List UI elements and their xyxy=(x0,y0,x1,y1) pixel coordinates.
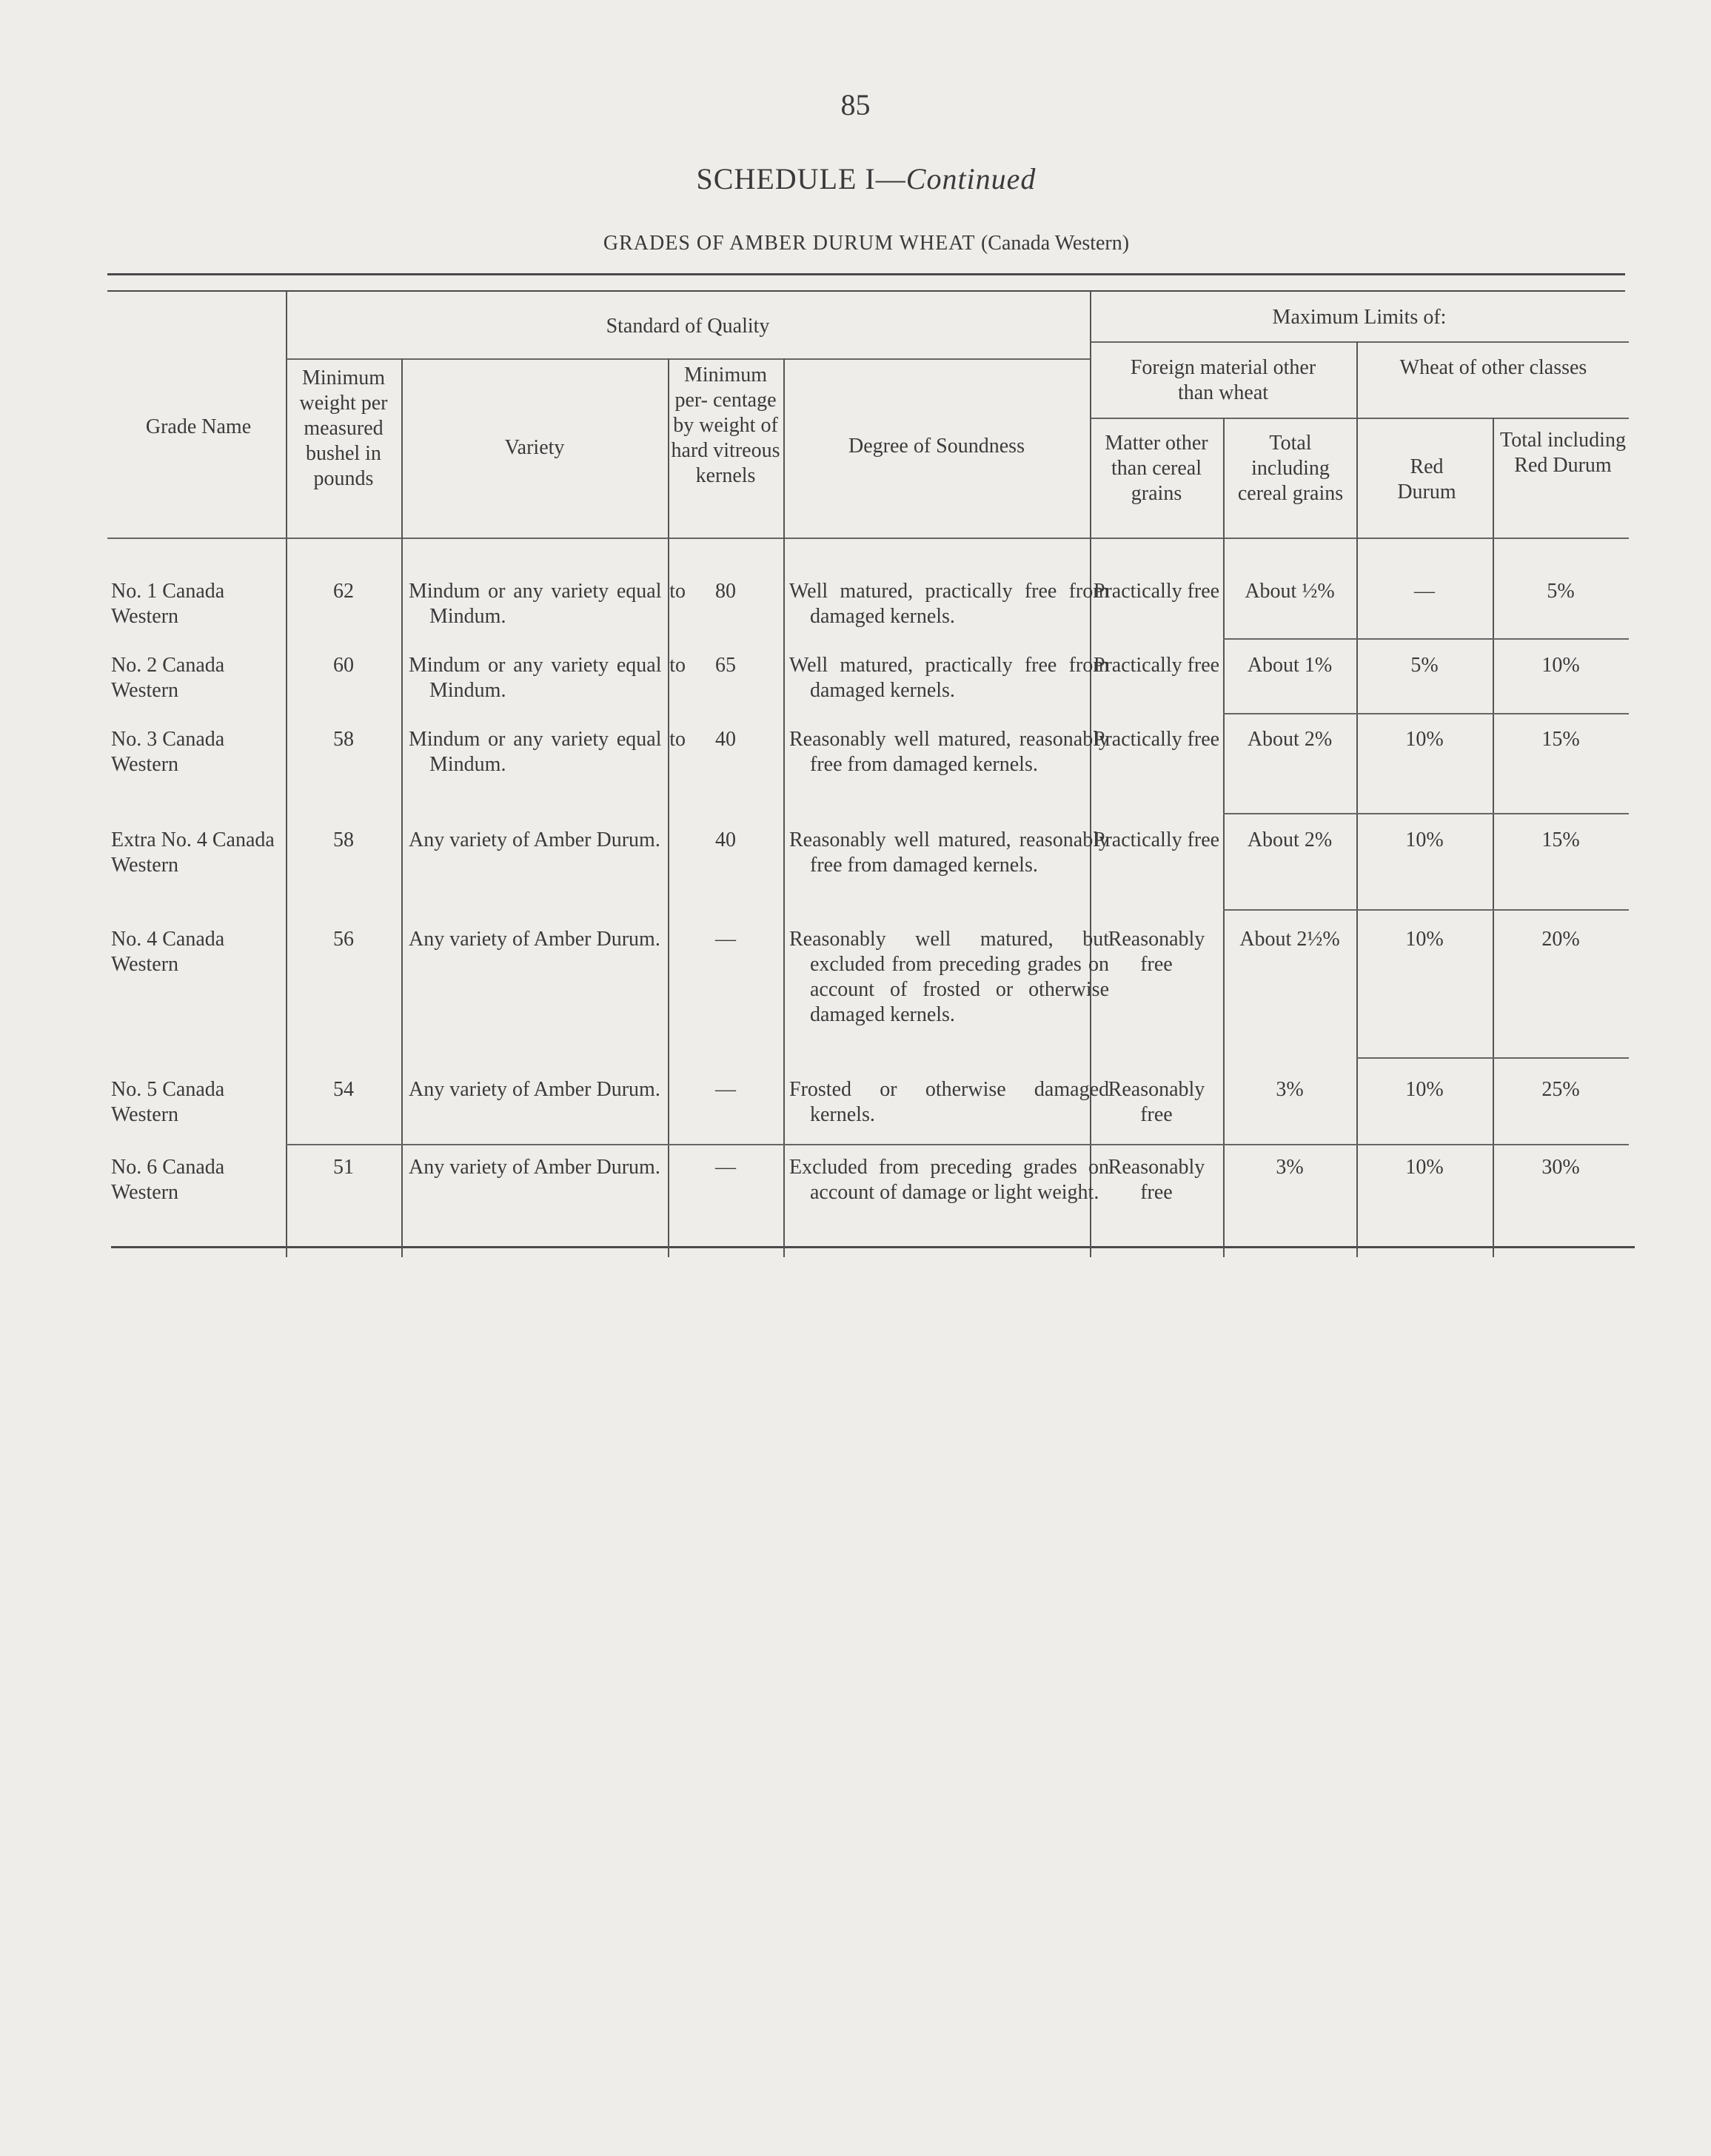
row-total-cereal: About 2% xyxy=(1247,728,1333,751)
header-foreign-material: Foreign material other than wheat xyxy=(1130,356,1316,404)
schedule-title-continued: Continued xyxy=(905,162,1037,195)
header-matter-other: Matter other than cereal grains xyxy=(1105,432,1208,505)
row-min-weight: 58 xyxy=(333,728,354,751)
row-soundness: Reasonably well matured, reasonably free from damaged kernels. xyxy=(789,728,1109,776)
header-red-durum: Red Durum xyxy=(1397,455,1456,503)
row-red-durum: 10% xyxy=(1405,728,1444,751)
row-variety: Any variety of Amber Durum. xyxy=(409,1156,660,1179)
row-variety: Any variety of Amber Durum. xyxy=(409,828,660,851)
row-grade-name: No. 6 Canada Western xyxy=(111,1156,225,1204)
row-soundness: Frosted or otherwise damaged kernels. xyxy=(789,1078,1109,1126)
row-red-durum: 10% xyxy=(1405,928,1444,951)
row-total-red: 5% xyxy=(1547,580,1575,603)
row-matter-other: Reasonably free xyxy=(1108,1078,1205,1126)
header-line-limits xyxy=(1090,341,1629,343)
header-maximum-limits: Maximum Limits of: xyxy=(1272,306,1447,329)
row-line-1 xyxy=(1223,638,1629,640)
header-grade-name: Grade Name xyxy=(145,415,252,438)
row-variety: Mindum or any variety equal to Mindum. xyxy=(409,580,686,628)
header-line-standard xyxy=(286,358,1090,360)
header-wheat-other-classes: Wheat of other classes xyxy=(1399,356,1587,379)
row-total-red: 15% xyxy=(1541,828,1580,851)
row-matter-other: Reasonably free xyxy=(1108,1156,1205,1204)
row-variety: Mindum or any variety equal to Mindum. xyxy=(409,654,686,702)
row-red-durum: — xyxy=(1414,580,1435,603)
row-soundness: Excluded from preceding grades on account of damage or light weight. xyxy=(789,1156,1109,1204)
row-min-weight: 58 xyxy=(333,828,354,851)
table-title-main: GRADES OF AMBER DURUM WHEAT xyxy=(603,232,975,255)
row-min-weight: 60 xyxy=(333,654,354,677)
row-red-durum: 10% xyxy=(1405,828,1444,851)
row-total-red: 10% xyxy=(1541,654,1580,677)
row-grade-name: No. 1 Canada Western xyxy=(111,580,225,628)
header-total-cereal: Total including cereal grains xyxy=(1237,432,1344,505)
row-line-4 xyxy=(1223,909,1629,911)
row-total-red: 30% xyxy=(1541,1156,1580,1179)
row-red-durum: 5% xyxy=(1410,654,1439,677)
row-line-2 xyxy=(1223,713,1629,714)
header-line-bottom xyxy=(107,538,1629,539)
row-grade-name: No. 4 Canada Western xyxy=(111,928,225,976)
top-rule-thin xyxy=(107,290,1625,292)
row-min-vitreous: 40 xyxy=(715,728,736,751)
row-min-vitreous: — xyxy=(715,1156,736,1179)
row-total-red: 15% xyxy=(1541,728,1580,751)
col-divider-variety xyxy=(668,358,669,1257)
header-standard-of-quality: Standard of Quality xyxy=(606,315,770,338)
col-divider-vitreous xyxy=(783,358,785,1257)
row-variety: Mindum or any variety equal to Mindum. xyxy=(409,728,686,776)
row-line-6 xyxy=(286,1144,1629,1145)
row-grade-name: No. 5 Canada Western xyxy=(111,1078,225,1126)
schedule-title-main: SCHEDULE I— xyxy=(696,162,906,195)
row-total-cereal: 3% xyxy=(1276,1156,1304,1179)
col-divider-foreign xyxy=(1356,341,1358,1257)
header-variety: Variety xyxy=(504,436,565,459)
row-min-weight: 51 xyxy=(333,1156,354,1179)
schedule-title xyxy=(0,161,1711,196)
row-min-vitreous: — xyxy=(715,928,736,951)
row-total-cereal: About 1% xyxy=(1247,654,1333,677)
header-line-subgroups xyxy=(1090,418,1629,419)
row-min-weight: 62 xyxy=(333,580,354,603)
row-total-cereal: About 2½% xyxy=(1239,928,1340,951)
page-number: 85 xyxy=(840,88,871,121)
row-total-red: 20% xyxy=(1541,928,1580,951)
row-matter-other: Reasonably free xyxy=(1108,928,1205,976)
row-min-vitreous: 65 xyxy=(715,654,736,677)
header-min-vitreous: Minimum per- centage by weight of hard vitreous kernels xyxy=(671,364,780,487)
row-red-durum: 10% xyxy=(1405,1078,1444,1101)
row-total-cereal: 3% xyxy=(1276,1078,1304,1101)
row-min-weight: 54 xyxy=(333,1078,354,1101)
header-total-red-durum: Total including Red Durum xyxy=(1500,429,1626,477)
row-matter-other: Practically free xyxy=(1093,580,1220,603)
top-rule-thick xyxy=(107,273,1625,275)
row-matter-other: Practically free xyxy=(1093,828,1220,851)
row-soundness: Well matured, practically free from damaged kernels. xyxy=(789,654,1109,702)
col-divider-weight xyxy=(401,358,403,1257)
header-min-weight: Minimum weight per measured bushel in pounds xyxy=(299,366,388,490)
row-variety: Any variety of Amber Durum. xyxy=(409,928,660,951)
header-degree-of-soundness: Degree of Soundness xyxy=(848,435,1025,458)
row-min-vitreous: 40 xyxy=(715,828,736,851)
table-title xyxy=(0,232,1711,255)
row-line-5 xyxy=(1356,1057,1629,1059)
row-grade-name: Extra No. 4 Canada Western xyxy=(111,828,275,877)
row-total-cereal: About ½% xyxy=(1245,580,1335,603)
row-soundness: Well matured, practically free from damaged kernels. xyxy=(789,580,1109,628)
row-grade-name: No. 3 Canada Western xyxy=(111,728,225,776)
row-matter-other: Practically free xyxy=(1093,654,1220,677)
row-soundness: Reasonably well matured, but excluded from preceding grades on account of frosted or otherwise damaged kernels. xyxy=(789,928,1109,1026)
table-title-subtitle: (Canada Western) xyxy=(980,232,1130,255)
row-grade-name: No. 2 Canada Western xyxy=(111,654,225,702)
row-red-durum: 10% xyxy=(1405,1156,1444,1179)
row-matter-other: Practically free xyxy=(1093,728,1220,751)
row-min-weight: 56 xyxy=(333,928,354,951)
row-total-red: 25% xyxy=(1541,1078,1580,1101)
row-min-vitreous: — xyxy=(715,1078,736,1101)
row-soundness: Reasonably well matured, reasonably free from damaged kernels. xyxy=(789,828,1109,877)
row-min-vitreous: 80 xyxy=(715,580,736,603)
row-line-3 xyxy=(1223,813,1629,814)
bottom-rule xyxy=(111,1246,1635,1248)
row-total-cereal: About 2% xyxy=(1247,828,1333,851)
row-variety: Any variety of Amber Durum. xyxy=(409,1078,660,1101)
